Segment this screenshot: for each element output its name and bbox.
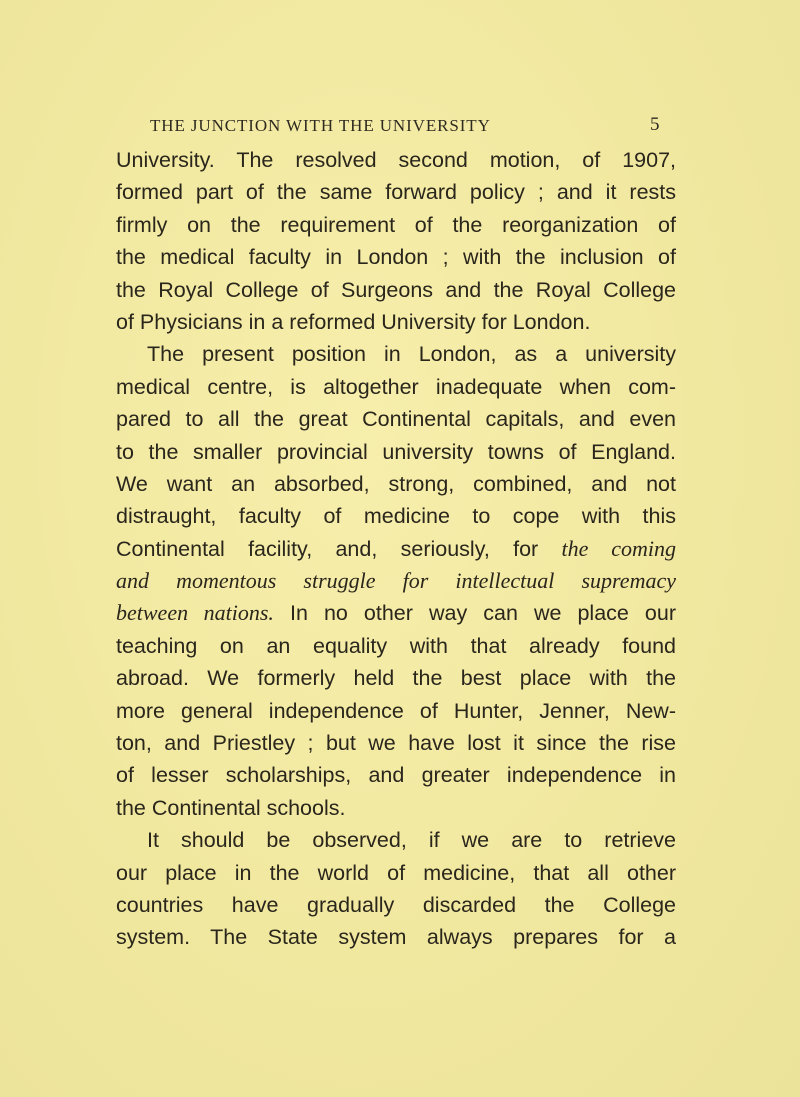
text-fragment: Continental facility, and, seriously, for (116, 536, 562, 561)
text-line: medical centre, is altogether inadequate when com- (116, 374, 676, 399)
text-line: of lesser scholarships, and greater independence in (116, 763, 676, 788)
text-line: University. The resolved second motion, of 1907, (116, 148, 676, 172)
text-line: ton, and Priestley ; but we have lost it since the rise (116, 731, 676, 756)
text-line: distraught, faculty of medicine to cope with this (116, 504, 676, 529)
text-line: pared to all the great Continental capitals, and even (116, 407, 676, 432)
body-text (116, 144, 676, 954)
text-line: more general independence of Hunter, Jenner, New- (116, 698, 676, 723)
page-number: 5 (650, 114, 660, 135)
text-fragment: In no other way can we place our (273, 601, 676, 626)
italic-fragment: the coming (561, 535, 676, 561)
text-line: abroad. We formerly held the best place with the (116, 666, 676, 691)
text-line (116, 533, 676, 565)
text-line: the medical faculty in London ; with the inclusion of (116, 245, 676, 270)
running-head: THE JUNCTION WITH THE UNIVERSITY (150, 116, 491, 135)
text-line: firmly on the requirement of the reorganization of (116, 212, 676, 237)
text-line: of Physicians in a reformed University for London. (116, 309, 591, 334)
text-line: the Continental schools. (116, 795, 346, 820)
text-line: to the smaller provincial university towns of England. (116, 439, 676, 464)
paragraph-start-line: It should be observed, if we are to retrieve (147, 828, 676, 853)
text-line: teaching on an equality with that already found (116, 633, 676, 658)
paragraph-start-line: The present position in London, as a university (147, 342, 676, 367)
text-line: our place in the world of medicine, that all other (116, 860, 676, 885)
text-line: formed part of the same forward policy ; and it rests (116, 180, 676, 205)
text-line (116, 597, 676, 629)
italic-line: and momentous struggle for intellectual supremacy (116, 568, 676, 594)
text-line: We want an absorbed, strong, combined, and not (116, 471, 676, 496)
text-line: countries have gradually discarded the College (116, 892, 676, 917)
text-line: system. The State system always prepares for a (116, 925, 676, 950)
italic-fragment: between nations. (116, 600, 274, 626)
text-line: the Royal College of Surgeons and the Royal College (116, 277, 676, 302)
